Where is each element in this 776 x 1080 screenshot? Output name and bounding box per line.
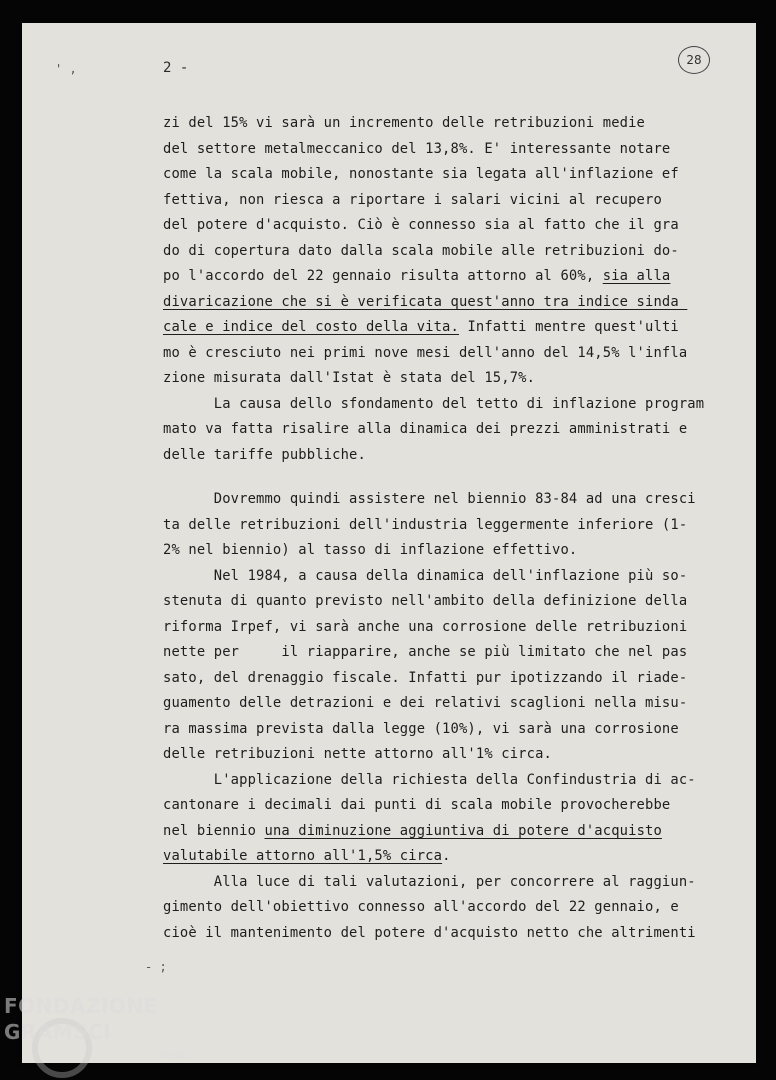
text-line	[163, 290, 723, 316]
archive-watermark	[0, 990, 200, 1080]
text-line	[163, 921, 723, 947]
line-text: nette per il riapparire, anche se più limitato che nel pas	[163, 644, 688, 660]
text-line	[163, 870, 723, 896]
line-text: .	[442, 848, 451, 864]
line-text: 2% nel biennio) al tasso di inflazione effettivo.	[163, 542, 578, 558]
line-text: Alla luce di tali valutazioni, per concorrere al raggiun-	[163, 873, 696, 890]
text-line	[163, 443, 723, 469]
text-line	[163, 742, 723, 768]
archive-page-stamp: 28	[678, 46, 710, 74]
text-line	[163, 640, 723, 666]
line-text: Dovremmo quindi assistere nel biennio 83-84 ad una cresci	[163, 491, 696, 507]
paragraph	[163, 487, 723, 946]
line-text: come la scala mobile, nonostante sia legata all'inflazione ef	[163, 166, 679, 182]
page-number: 2 -	[163, 60, 189, 76]
line-text: guamento delle detrazioni e dei relativi scaglioni nella misu-	[163, 695, 688, 711]
margin-mark: - ;	[145, 960, 167, 974]
text-line	[163, 717, 723, 743]
line-text: cantonare i decimali dai punti di scala mobile provocherebbe	[163, 797, 671, 813]
line-text: mato va fatta risalire alla dinamica dei prezzi amministrati e	[163, 421, 688, 437]
line-text: mo è cresciuto nei primi nove mesi dell'anno del 14,5% l'infla	[163, 344, 688, 361]
underlined-text: divaricazione che si è verificata quest'anno tra indice sinda_	[163, 293, 688, 310]
line-text: cioè il mantenimento del potere d'acquisto netto che altrimenti	[163, 924, 696, 941]
text-line	[163, 895, 723, 921]
margin-mark: ' ,	[55, 62, 77, 76]
line-text: ra massima prevista dalla legge (10%), vi sarà una corrosione	[163, 720, 679, 737]
typewritten-body	[163, 111, 723, 946]
text-line	[163, 691, 723, 717]
text-line	[163, 844, 723, 870]
line-text: delle retribuzioni nette attorno all'1% circa.	[163, 746, 552, 762]
watermark-line1: FONDAZIONE	[4, 994, 158, 1018]
line-text: zione misurata dall'Istat è stata del 15,7%.	[163, 370, 536, 386]
line-text: Infatti mentre quest'ulti	[458, 319, 679, 335]
text-line	[163, 615, 723, 641]
text-line	[163, 264, 723, 290]
text-line	[163, 188, 723, 214]
text-line	[163, 341, 723, 367]
line-text: po l'accordo del 22 gennaio risulta attorno al 60%,	[163, 268, 603, 284]
text-line	[163, 137, 723, 163]
text-line	[163, 239, 723, 265]
underlined-text: valutabile attorno all'1,5% circa	[163, 848, 443, 864]
text-line	[163, 513, 723, 539]
text-line	[163, 111, 723, 137]
text-line	[163, 213, 723, 239]
underlined-text: una diminuzione aggiuntiva di potere d'acquisto	[264, 822, 662, 839]
line-text: del settore metalmeccanico del 13,8%. E' interessante notare	[163, 140, 671, 157]
line-text: delle tariffe pubbliche.	[163, 446, 366, 463]
paragraph	[163, 111, 723, 468]
text-line	[163, 819, 723, 845]
text-line	[163, 487, 723, 513]
watermark-line2: GRAMSCI	[4, 1020, 112, 1044]
line-text: sato, del drenaggio fiscale. Infatti pur ipotizzando il riade-	[163, 669, 688, 686]
underlined-text: cale e indice del costo della vita.	[163, 319, 459, 335]
line-text: del potere d'acquisto. Ciò è connesso sia al fatto che il gra	[163, 217, 679, 233]
text-line	[163, 768, 723, 794]
line-text: riforma Irpef, vi sarà anche una corrosione delle retribuzioni	[163, 618, 688, 635]
line-text: fettiva, non riesca a riportare i salari vicini al recupero	[163, 191, 662, 208]
text-line	[163, 666, 723, 692]
text-line	[163, 417, 723, 443]
text-line	[163, 315, 723, 341]
text-line	[163, 392, 723, 418]
line-text: stenuta di quanto previsto nell'ambito della definizione della	[163, 593, 688, 609]
text-line	[163, 589, 723, 615]
line-text: Nel 1984, a causa della dinamica dell'inflazione più so-	[163, 567, 688, 584]
line-text: La causa dello sfondamento del tetto di inflazione program	[163, 395, 705, 412]
paragraph-gap	[163, 468, 723, 487]
line-text: L'applicazione della richiesta della Confindustria di ac-	[163, 771, 696, 788]
underlined-text: sia alla	[602, 268, 671, 284]
watermark-small: onlus	[160, 1050, 187, 1061]
text-line	[163, 366, 723, 392]
line-text: ta delle retribuzioni dell'industria leggermente inferiore (1-	[163, 516, 688, 533]
line-text: gimento dell'obiettivo connesso all'accordo del 22 gennaio, e	[163, 899, 679, 915]
text-line	[163, 564, 723, 590]
text-line	[163, 538, 723, 564]
text-line	[163, 162, 723, 188]
line-text: nel biennio	[163, 822, 265, 839]
text-line	[163, 793, 723, 819]
line-text: zi del 15% vi sarà un incremento delle retribuzioni medie	[163, 115, 646, 131]
line-text: do di copertura dato dalla scala mobile alle retribuzioni do-	[163, 242, 679, 259]
